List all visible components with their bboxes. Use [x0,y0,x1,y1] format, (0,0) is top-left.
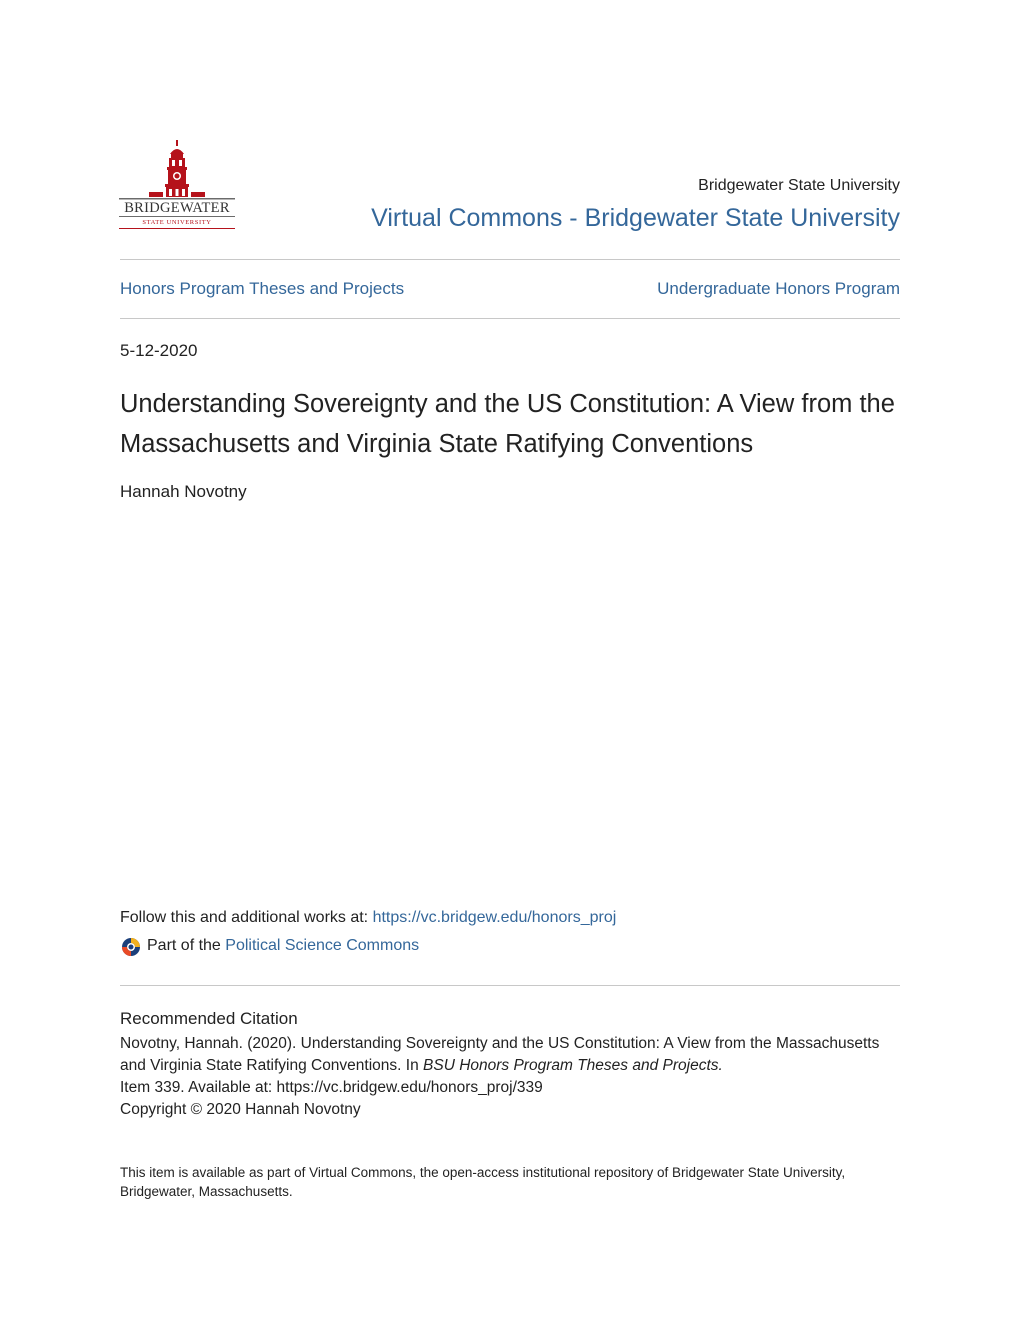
citation-series: BSU Honors Program Theses and Projects. [423,1057,723,1074]
institution-name: Bridgewater State University [698,177,900,194]
citation-copyright: Copyright © 2020 Hannah Novotny [120,1101,361,1118]
citation-item: Item 339. Available at: https://vc.bridgew.edu/honors_proj/339 [120,1079,543,1096]
bridgewater-logo [119,140,235,232]
follow-url-link[interactable]: https://vc.bridgew.edu/honors_proj [372,909,617,926]
repository-link[interactable]: Virtual Commons - Bridgewater State University [371,204,900,232]
citation-divider [120,985,900,986]
publication-date: 5-12-2020 [120,341,198,360]
logo-subtext: STATE UNIVERSITY [142,219,212,226]
part-of-line [120,935,419,957]
program-link[interactable]: Undergraduate Honors Program [657,279,900,298]
repository-footer-note: This item is available as part of Virtual Commons, the open-access institutional repository of Bridgewater State University, Bridgewater, Massachusetts. [120,1165,846,1199]
part-of-label: Part of the [147,937,221,954]
political-science-commons-link[interactable]: Political Science Commons [225,937,420,954]
follow-label: Follow this and additional works at: [120,909,373,926]
citation-body [120,1033,900,1121]
header-divider [120,259,900,260]
network-commons-icon [120,935,142,957]
author-name: Hannah Novotny [120,482,247,501]
nav-divider [120,318,900,319]
document-title: Understanding Sovereignty and the US Constitution: A View from the Massachusetts and Virginia State Ratifying Conventions [120,390,895,458]
collection-link[interactable]: Honors Program Theses and Projects [120,279,405,298]
citation-heading: Recommended Citation [120,1009,298,1028]
citation-text: Novotny, Hannah. (2020). Understanding Sovereignty and the US Constitution: A View from the Massachusetts and Virginia State Ratifying Conventions. In [120,1035,880,1074]
follow-line [120,909,616,927]
logo-wordmark: BRIDGEWATER [124,200,230,216]
